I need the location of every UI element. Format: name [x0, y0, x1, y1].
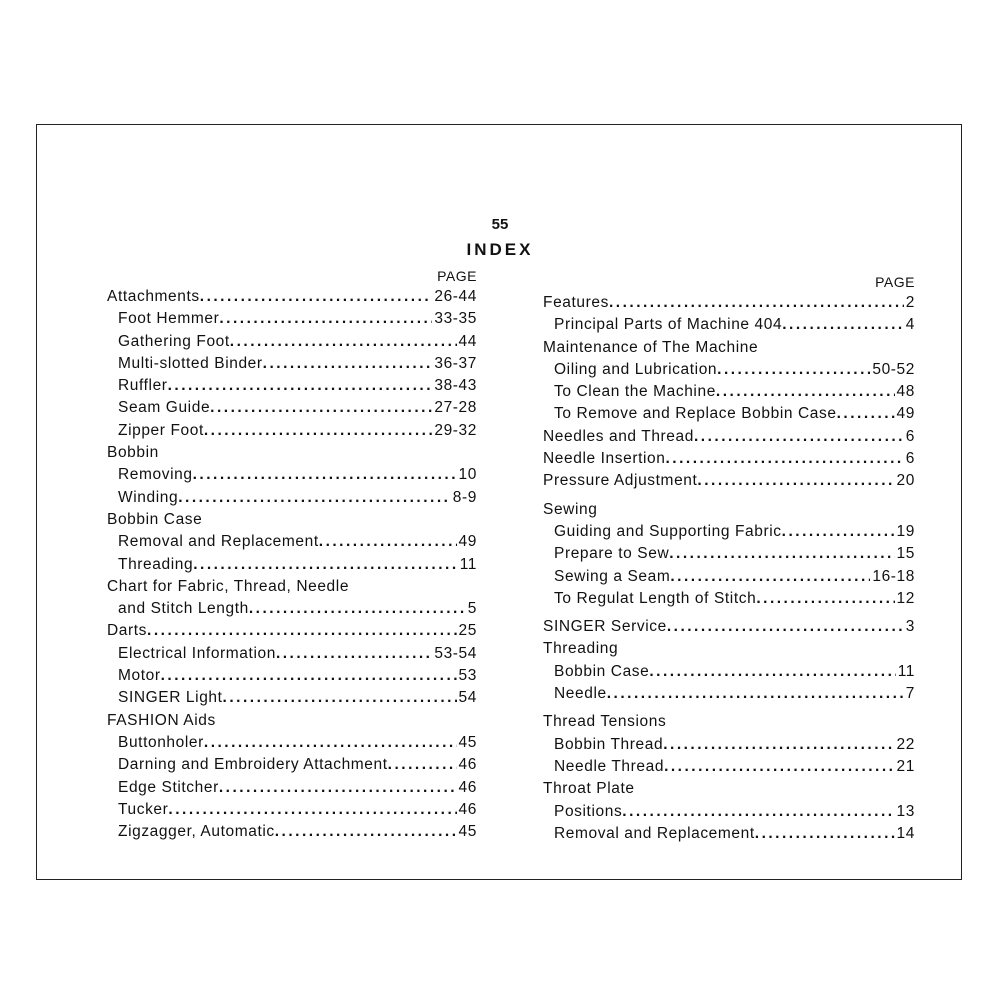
dot-leader [147, 620, 457, 642]
index-entry [543, 403, 915, 425]
dot-leader [210, 397, 432, 419]
index-entry-label: Threading [118, 555, 194, 573]
dot-leader [249, 598, 466, 620]
index-entry-label: Maintenance of The Machine [543, 338, 759, 356]
dot-leader [782, 314, 904, 336]
dot-leader [663, 734, 894, 756]
index-entry-label: Foot Hemmer [118, 310, 220, 328]
index-entry [543, 499, 915, 521]
index-entry-label: To Remove and Replace Bobbin Case [554, 405, 837, 423]
index-entry [107, 687, 477, 709]
index-entry-label: Darning and Embroidery Attachment [118, 756, 388, 774]
index-entry [543, 734, 915, 756]
index-entry [543, 638, 915, 660]
index-entry-page: 8-9 [452, 488, 477, 506]
dot-leader [670, 566, 870, 588]
index-entry [107, 821, 477, 843]
dot-leader [161, 665, 457, 687]
index-entry-label: Bobbin Thread [554, 735, 664, 753]
index-entry [107, 732, 477, 754]
dot-leader [717, 359, 870, 381]
index-entry-page: 26-44 [434, 288, 477, 305]
index-entry-label: Needle Thread [554, 757, 665, 775]
index-entry-label: Chart for Fabric, Thread, Needle [107, 577, 350, 595]
index-entry [107, 598, 477, 620]
index-entry-label: Edge Stitcher [118, 778, 219, 796]
index-entry-page: 6 [905, 427, 915, 445]
index-entry-page: 53-54 [434, 644, 477, 662]
index-entry-label: Removal and Replacement [554, 824, 755, 842]
index-entry-page: 19 [896, 522, 915, 540]
index-entry-label: Throat Plate [543, 780, 635, 798]
index-entry [107, 620, 477, 642]
index-entry [107, 643, 477, 665]
index-entry-page: 48 [896, 383, 915, 401]
index-entry-page: 16-18 [872, 567, 915, 585]
dot-leader [223, 687, 457, 709]
dot-leader [200, 286, 433, 308]
index-entry-page: 49 [458, 533, 477, 551]
index-entry-label: Ruffler [118, 377, 168, 395]
index-entry-label: SINGER Light [118, 689, 223, 707]
index-entry [543, 823, 915, 845]
index-entry-label: Bobbin [107, 444, 159, 462]
index-entry-page: 22 [896, 735, 915, 753]
dot-leader [168, 375, 433, 397]
index-entry-page: 20 [896, 472, 915, 490]
dot-leader [607, 683, 904, 705]
dot-leader [755, 823, 895, 845]
index-entry-label: Guiding and Supporting Fabric [554, 522, 782, 540]
dot-leader [204, 420, 432, 442]
index-entry-label: FASHION Aids [107, 711, 216, 729]
index-entry-page: 14 [896, 824, 915, 842]
index-entry-label: Buttonholer [118, 733, 204, 751]
index-entry-label: Threading [543, 640, 619, 658]
index-entry-label: Multi-slotted Binder [118, 354, 263, 372]
dot-leader [193, 554, 458, 576]
dot-leader [319, 531, 457, 553]
index-entries-left [107, 286, 477, 843]
index-entry-label: Sewing a Seam [554, 567, 671, 585]
index-entry-page: 2 [905, 294, 915, 311]
index-entry [107, 576, 477, 598]
dot-leader [275, 821, 457, 843]
dot-leader [669, 543, 894, 565]
index-column-left [107, 266, 477, 843]
index-entry-page: 53 [458, 667, 477, 685]
index-column-right [543, 266, 915, 845]
index-entry [543, 426, 915, 448]
index-entry [543, 683, 915, 705]
index-entry [107, 487, 477, 509]
index-entry [543, 711, 915, 733]
index-entries-right [543, 292, 915, 845]
dot-leader [649, 661, 895, 683]
dot-leader [609, 292, 904, 314]
index-entry-page: 36-37 [434, 354, 477, 372]
dot-leader [697, 470, 894, 492]
index-entry-label: Thread Tensions [543, 713, 667, 731]
dot-leader [694, 426, 904, 448]
page-title: INDEX [466, 240, 534, 259]
index-entry-page: 21 [896, 757, 915, 775]
index-entry-page: 27-28 [434, 399, 477, 417]
index-entry-label: Prepare to Sew [554, 545, 670, 563]
index-entry [543, 337, 915, 359]
index-entry [543, 359, 915, 381]
index-entry-page: 46 [458, 800, 477, 818]
index-entry-label: Pressure Adjustment [543, 472, 698, 490]
index-entry [543, 292, 915, 314]
index-entry [543, 381, 915, 403]
index-entry-label: Features [543, 294, 609, 311]
index-entry-page: 4 [905, 316, 915, 334]
index-entry [543, 566, 915, 588]
dot-leader [756, 588, 894, 610]
index-entry [543, 448, 915, 470]
index-entry-page: 7 [905, 685, 915, 703]
index-entry [107, 308, 477, 330]
index-entry-label: Seam Guide [118, 399, 211, 417]
dot-leader [276, 643, 432, 665]
index-entry-page: 5 [467, 600, 477, 618]
dot-leader [664, 756, 894, 778]
index-entry-label: To Clean the Machine [554, 383, 716, 401]
index-entry-label: Needle Insertion [543, 450, 666, 468]
index-entry-label: and Stitch Length [118, 600, 249, 618]
dot-leader [219, 777, 457, 799]
index-entry-page: 12 [896, 589, 915, 607]
index-entry-page: 10 [458, 466, 477, 484]
page-number: 55 [491, 216, 509, 233]
index-entry [107, 375, 477, 397]
dot-leader [388, 754, 457, 776]
index-entry-page: 11 [459, 555, 477, 573]
index-entry-page: 3 [905, 618, 915, 636]
index-entry [543, 521, 915, 543]
dot-leader [716, 381, 895, 403]
index-entry-label: Bobbin Case [554, 662, 650, 680]
index-entry [107, 754, 477, 776]
index-entry [543, 801, 915, 823]
index-entry-page: 13 [896, 802, 915, 820]
index-entry-label: Winding [118, 488, 179, 506]
index-entry [543, 314, 915, 336]
dot-leader [219, 308, 432, 330]
index-entry-label: Sewing [543, 500, 598, 518]
index-entry-label: Darts [107, 622, 148, 640]
dot-leader [667, 616, 904, 638]
dot-leader [622, 801, 894, 823]
index-entry [543, 756, 915, 778]
index-entry [107, 286, 477, 308]
index-entry-label: Attachments [107, 288, 200, 305]
index-entry [107, 799, 477, 821]
index-entry [107, 509, 477, 531]
page-column-header: PAGE [875, 274, 915, 290]
index-entry [107, 554, 477, 576]
index-entry-label: Principal Parts of Machine 404 [554, 316, 783, 334]
index-entry-page: 29-32 [434, 421, 477, 439]
dot-leader [263, 353, 433, 375]
dot-leader [665, 448, 903, 470]
index-entry [543, 616, 915, 638]
dot-leader [837, 403, 895, 425]
index-entry [107, 442, 477, 464]
index-entry-page: 38-43 [434, 377, 477, 395]
index-entry-label: Removing [118, 466, 193, 484]
index-entry-page: 25 [458, 622, 477, 640]
index-entry-label: Removal and Replacement [118, 533, 319, 551]
index-entry [543, 778, 915, 800]
dot-leader [168, 799, 456, 821]
dot-leader [230, 331, 457, 353]
index-entry-page: 46 [458, 778, 477, 796]
index-entry-page: 50-52 [872, 360, 915, 378]
index-entry-page: 15 [896, 545, 915, 563]
index-entry [107, 710, 477, 732]
index-entry-label: Motor [118, 667, 161, 685]
index-entry [107, 420, 477, 442]
index-entry-label: SINGER Service [543, 618, 667, 636]
index-entry [107, 353, 477, 375]
index-entry-label: To Regulat Length of Stitch [554, 589, 757, 607]
index-entry-page: 33-35 [434, 310, 477, 328]
index-entry [543, 470, 915, 492]
index-entry-label: Needle [554, 685, 607, 703]
index-entry-page: 6 [905, 450, 915, 468]
index-entry-label: Oiling and Lubrication [554, 360, 718, 378]
index-entry-label: Needles and Thread [543, 427, 694, 445]
index-entry-label: Positions [554, 802, 623, 820]
index-entry-label: Zigzagger, Automatic [118, 823, 275, 841]
dot-leader [178, 487, 451, 509]
index-entry-page: 46 [458, 756, 477, 774]
index-entry-page: 44 [458, 332, 477, 350]
index-entry-label: Bobbin Case [107, 510, 203, 528]
index-entry-label: Gathering Foot [118, 332, 230, 350]
index-entry-page: 45 [458, 823, 477, 841]
index-entry-label: Zipper Foot [118, 421, 204, 439]
index-entry [107, 665, 477, 687]
index-entry [107, 331, 477, 353]
index-entry [107, 464, 477, 486]
page-column-header: PAGE [437, 268, 477, 284]
dot-leader [782, 521, 895, 543]
index-entry-page: 54 [458, 689, 477, 707]
index-entry [107, 777, 477, 799]
index-entry-page: 49 [896, 405, 915, 423]
index-entry [543, 588, 915, 610]
index-entry [107, 531, 477, 553]
index-entry-label: Electrical Information [118, 644, 276, 662]
index-entry [107, 397, 477, 419]
index-entry-page: 11 [897, 662, 915, 680]
index-entry [543, 543, 915, 565]
index-entry-page: 45 [458, 733, 477, 751]
index-entry [543, 661, 915, 683]
index-entry-label: Tucker [118, 800, 169, 818]
dot-leader [204, 732, 457, 754]
dot-leader [193, 464, 457, 486]
